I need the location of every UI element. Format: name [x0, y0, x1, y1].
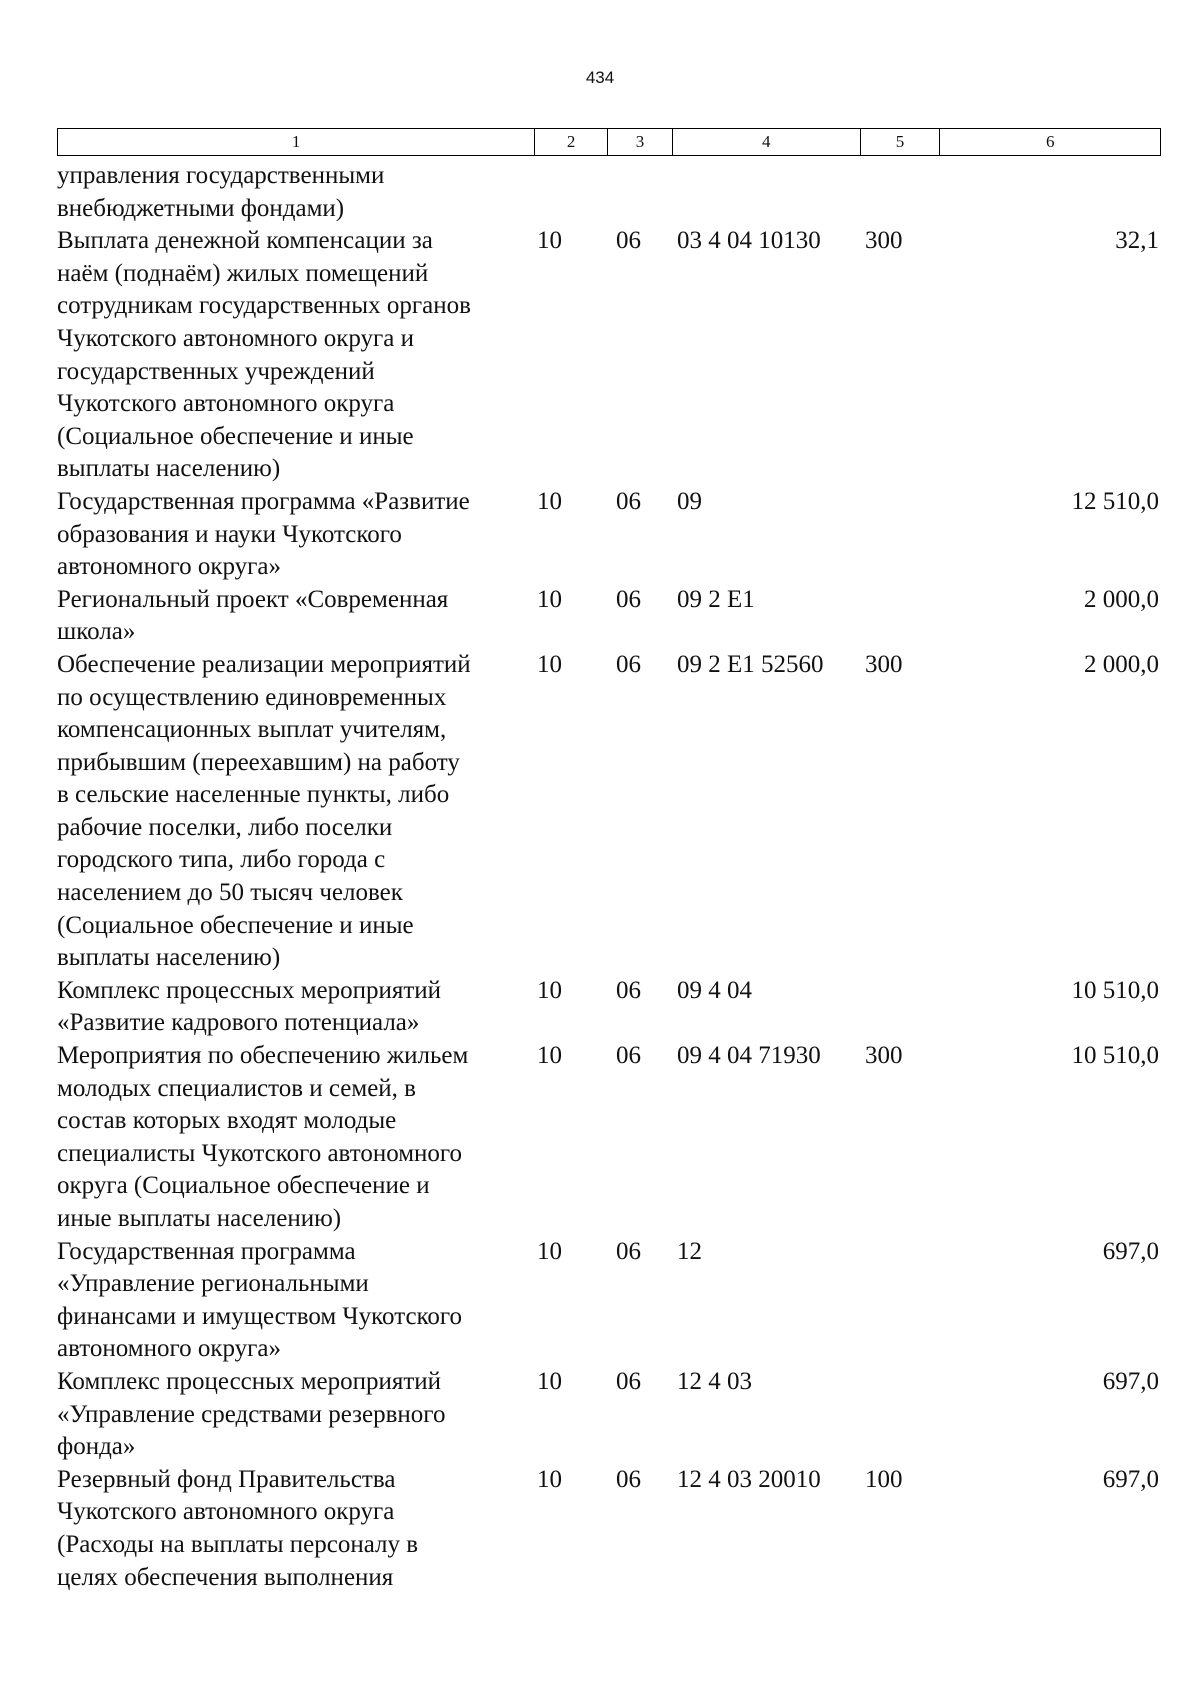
row-name: Комплекс процессных мероприятий «Управление средствами резервного фонда»	[57, 1367, 446, 1461]
header-col-5: 5	[861, 129, 941, 155]
row-target-code: 09	[677, 487, 702, 515]
table-row	[57, 649, 1161, 975]
row-amount: 32,1	[1115, 227, 1159, 255]
row-expense-type: 300	[865, 650, 903, 678]
table-row	[57, 1236, 1161, 1366]
row-expense-type: 300	[865, 227, 903, 255]
header-col-6: 6	[1045, 132, 1055, 151]
row-target-code: 09 4 04 71930	[677, 1042, 821, 1070]
row-target-code: 12	[677, 1237, 702, 1265]
table-body	[57, 160, 1161, 1594]
row-amount: 697,0	[1102, 1237, 1159, 1265]
row-name: управления государственными внебюджетными фондами)	[57, 162, 385, 222]
row-target-code: 09 2 E1 52560	[677, 650, 824, 678]
page-number: 434	[585, 68, 615, 87]
row-amount: 10 510,0	[1071, 1042, 1159, 1070]
row-section: 10	[537, 227, 562, 255]
row-subsection: 06	[616, 585, 641, 613]
row-target-code: 09 2 E1	[677, 585, 755, 613]
row-name: Государственная программа «Управление региональными финансами и имуществом Чукотского автономного округа»	[57, 1237, 463, 1363]
row-name: Комплекс процессных мероприятий «Развитие кадрового потенциала»	[57, 976, 442, 1037]
row-name: Региональный проект «Современная школа»	[57, 585, 449, 646]
table-header	[57, 128, 1161, 156]
header-col-2: 2	[535, 129, 608, 155]
table-row	[57, 1366, 1161, 1464]
row-subsection: 06	[616, 227, 641, 255]
row-section: 10	[537, 1042, 562, 1070]
row-target-code: 03 4 04 10130	[677, 227, 821, 255]
table-row	[57, 486, 1161, 584]
row-target-code: 09 4 04	[677, 976, 752, 1004]
row-section: 10	[537, 585, 562, 613]
row-section: 10	[537, 487, 562, 515]
table-row	[57, 160, 1161, 225]
table-row	[57, 1040, 1161, 1236]
row-amount: 697,0	[1102, 1367, 1159, 1395]
table-row	[57, 225, 1161, 486]
row-name: Обеспечение реализации мероприятий по осуществлению единовременных компенсационных выплат учителям, прибывшим (переехавшим) на работу в сельские населенные пункты, либо рабочие поселки, либо поселки городского типа, либо города с населением до 50 тысяч человек (Социальное обеспечение и иные выплаты населению)	[57, 650, 471, 972]
row-section: 10	[537, 650, 562, 678]
header-col-3: 3	[608, 129, 673, 155]
row-subsection: 06	[616, 1237, 641, 1265]
row-name: Государственная программа «Развитие образования и науки Чукотского автономного округа»	[57, 487, 470, 581]
header-col-1: 1	[58, 129, 535, 155]
row-subsection: 06	[616, 1465, 641, 1493]
row-name: Мероприятия по обеспечению жильем молодых специалистов и семей, в состав которых входят молодые специалисты Чукотского автономного округа (Социальное обеспечение и иные выплаты населению)	[57, 1042, 469, 1232]
row-amount: 697,0	[1102, 1465, 1159, 1493]
row-section: 10	[537, 1367, 562, 1395]
row-amount: 2 000,0	[1084, 585, 1159, 613]
row-subsection: 06	[616, 1042, 641, 1070]
row-subsection: 06	[616, 650, 641, 678]
table-row	[57, 584, 1161, 649]
row-section: 10	[537, 1237, 562, 1265]
row-subsection: 06	[616, 487, 641, 515]
row-section: 10	[537, 1465, 562, 1493]
row-target-code: 12 4 03 20010	[677, 1465, 821, 1493]
row-subsection: 06	[616, 976, 641, 1004]
row-expense-type: 100	[865, 1465, 903, 1493]
row-amount: 12 510,0	[1071, 487, 1159, 515]
table-row	[57, 1464, 1161, 1594]
row-amount: 10 510,0	[1071, 976, 1159, 1004]
row-section: 10	[537, 976, 562, 1004]
row-expense-type: 300	[865, 1042, 903, 1070]
header-col-4: 4	[673, 129, 861, 155]
row-name: Выплата денежной компенсации за наём (поднаём) жилых помещений сотрудникам государственных органов Чукотского автономного округа и государственных учреждений Чукотского автономного округа (Социальное обеспечение и иные выплаты населению)	[57, 227, 471, 483]
row-name: Резервный фонд Правительства Чукотского автономного округа (Расходы на выплаты персоналу в целях обеспечения выполнения	[57, 1465, 419, 1591]
row-subsection: 06	[616, 1367, 641, 1395]
row-amount: 2 000,0	[1084, 650, 1159, 678]
table-row	[57, 975, 1161, 1040]
row-target-code: 12 4 03	[677, 1367, 752, 1395]
